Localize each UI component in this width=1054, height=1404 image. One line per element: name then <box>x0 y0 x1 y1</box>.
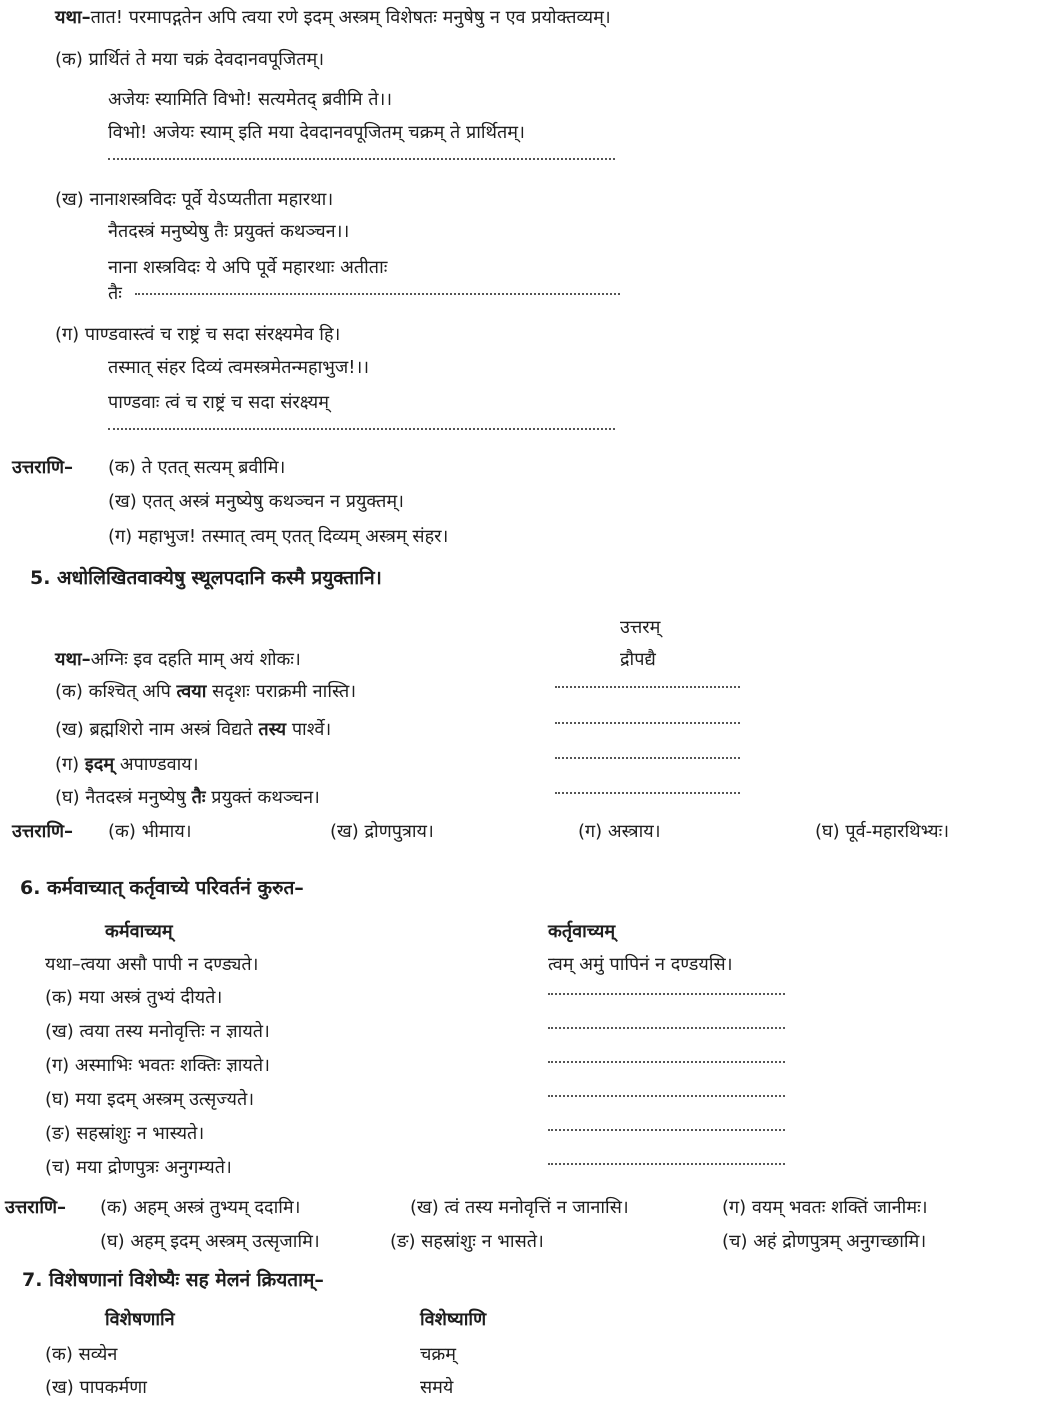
answer-blank[interactable] <box>108 428 615 430</box>
example-text: अग्निः इव दहति माम् अयं शोकः। <box>90 649 301 670</box>
answer-blank[interactable] <box>555 792 740 794</box>
q5-answer-ka: (क) भीमाय। <box>108 821 192 842</box>
text: ब्रह्मशिरो नाम अस्त्रं विद्यते <box>89 719 259 740</box>
q6-example-answer: त्वम् अमुं पापिनं न दण्डयसि। <box>548 954 733 975</box>
answer-blank[interactable] <box>548 1061 785 1063</box>
q4-answer-ka: (क) ते एतत् सत्यम् ब्रवीमि। <box>108 457 286 478</box>
q4-item-ga-prose: पाण्डवाः त्वं च राष्ट्रं च सदा संरक्ष्यम् <box>108 392 330 413</box>
q7-heading: 7. विशेषणानां विशेष्यैः सह मेलनं क्रियताम्– <box>22 1269 324 1291</box>
item-label: (ग) <box>45 1055 70 1076</box>
q5-example-answer: द्रौपद्यै <box>620 649 656 670</box>
item-label: (ख) <box>55 189 84 210</box>
q6-item-ka <box>45 986 222 1010</box>
q4-answers-label: उत्तराणि– <box>12 457 74 478</box>
q4-item-kha-prose2: तैः <box>108 283 122 304</box>
q6-col-right-header: कर्तृवाच्यम् <box>548 921 616 942</box>
verse-line: पाण्डवास्त्वं च राष्ट्रं च सदा संरक्ष्यमेव हि। <box>84 324 341 345</box>
q6-answer-cha: (च) अहं द्रोणपुत्रम् अनुगच्छामि। <box>722 1231 927 1252</box>
bold-word: इदम् <box>84 754 115 775</box>
answer-blank[interactable] <box>135 293 620 295</box>
item-text: सहस्रांशुः न भास्यते। <box>76 1123 205 1144</box>
q7-row-ka-left <box>45 1343 117 1367</box>
q4-item-ga-verse2: तस्मात् संहर दिव्यं त्वमस्त्रमेतन्महाभुज!।। <box>108 357 370 378</box>
item-text: त्वया तस्य मनोवृत्तिः न ज्ञायते। <box>79 1021 270 1042</box>
answer-blank[interactable] <box>555 757 740 759</box>
item-text: मया द्रोणपुत्रः अनुगम्यते। <box>76 1157 232 1178</box>
text: प्रयुक्तं कथञ्चन। <box>205 787 320 808</box>
answer-blank[interactable] <box>548 1095 785 1097</box>
answer-blank[interactable] <box>548 1163 785 1165</box>
item-label: (ग) <box>55 754 80 775</box>
q7-col-left-header: विशेषणानि <box>105 1309 175 1330</box>
q4-item-ka-prose: विभो! अजेयः स्याम् इति मया देवदानवपूजितम् चक्रम् ते प्रार्थितम्। <box>108 122 525 143</box>
item-label: (क) <box>55 681 83 702</box>
q5-item-kha <box>55 718 331 742</box>
q4-item-ga-verse1 <box>55 323 340 347</box>
q4-item-ka-verse1 <box>55 48 324 72</box>
item-label: (घ) <box>45 1089 70 1110</box>
item-label: (च) <box>45 1157 71 1178</box>
answer-blank[interactable] <box>555 722 740 724</box>
example-label: यथा– <box>45 954 81 975</box>
q5-item-ka <box>55 680 356 704</box>
verse-line: प्रार्थितं ते मया चक्रं देवदानवपूजितम्। <box>88 49 325 70</box>
q5-heading: 5. अधोलिखितवाक्येषु स्थूलपदानि कस्मै प्रयुक्तानि। <box>30 567 382 589</box>
item-label: (ख) <box>45 1377 74 1398</box>
q4-answer-ga: (ग) महाभुज! तस्मात् त्वम् एतत् दिव्यम् अस्त्रम् संहर। <box>108 526 449 547</box>
item-text: मया इदम् अस्त्रम् उत्सृज्यते। <box>75 1089 255 1110</box>
q7-row-ka-right: चक्रम् <box>420 1344 457 1365</box>
item-label: (ङ) <box>45 1123 71 1144</box>
q6-answer-nga: (ङ) सहस्रांशुः न भासते। <box>390 1231 544 1252</box>
q6-answer-gha: (घ) अहम् इदम् अस्त्रम् उत्सृजामि। <box>100 1231 320 1252</box>
q4-item-kha-prose: नाना शस्त्रविदः ये अपि पूर्वे महारथाः अतीताः <box>108 257 388 278</box>
q4-item-ka-verse2: अजेयः स्यामिति विभो! सत्यमेतद् ब्रवीमि ते।। <box>108 89 393 110</box>
q7-col-right-header: विशेष्याणि <box>420 1309 487 1330</box>
item-label: (क) <box>45 1344 73 1365</box>
q6-answer-ga: (ग) वयम् भवतः शक्तिं जानीमः। <box>722 1197 928 1218</box>
q4-answer-kha: (ख) एतत् अस्त्रं मनुष्येषु कथञ्चन न प्रयुक्तम्। <box>108 491 404 512</box>
item-label: (घ) <box>55 787 80 808</box>
item-text: अस्माभिः भवतः शक्तिः ज्ञायते। <box>74 1055 270 1076</box>
example-text: तात! परमापद्गतेन अपि त्वया रणे इदम् अस्त्रम् विशेषतः मनुषेषु न एव प्रयोक्तव्यम्। <box>90 7 611 28</box>
q6-item-kha <box>45 1020 270 1044</box>
text: नैतदस्त्रं मनुष्येषु <box>85 787 192 808</box>
q6-item-gha <box>45 1088 254 1112</box>
item-label: (ख) <box>55 719 84 740</box>
q7-row-kha-left <box>45 1376 147 1400</box>
text: पार्श्वे। <box>286 719 332 740</box>
q6-answers-label: उत्तराणि– <box>5 1197 67 1218</box>
item-label: (क) <box>45 987 73 1008</box>
q5-answers-label: उत्तराणि– <box>12 821 74 842</box>
bold-word: तस्य <box>258 719 287 740</box>
q4-example <box>55 6 611 30</box>
bold-word: तैः <box>191 787 206 808</box>
q6-item-ga <box>45 1054 270 1078</box>
adjective: सव्येन <box>78 1344 118 1365</box>
bold-word: त्वया <box>176 681 207 702</box>
q5-example <box>55 648 301 672</box>
answer-blank[interactable] <box>555 686 740 688</box>
q6-item-cha <box>45 1156 232 1180</box>
q5-answer-ga: (ग) अस्त्राय। <box>578 821 661 842</box>
answer-blank[interactable] <box>548 993 785 995</box>
text: अपाण्डवाय। <box>114 754 199 775</box>
verse-line: नानाशस्त्रविदः पूर्वे येऽप्यतीता महारथा। <box>89 189 334 210</box>
q7-row-kha-right: समये <box>420 1377 454 1398</box>
item-label: (ग) <box>55 324 80 345</box>
example-label: यथा– <box>55 649 91 670</box>
item-label: (ख) <box>45 1021 74 1042</box>
text: सदृशः पराक्रमी नास्ति। <box>206 681 357 702</box>
q6-heading: 6. कर्मवाच्यात् कर्तृवाच्ये परिवर्तनं कुरुत– <box>20 877 304 899</box>
q5-answer-gha: (घ) पूर्व-महारथिभ्यः। <box>815 821 950 842</box>
q6-item-nga <box>45 1122 204 1146</box>
q5-item-ga <box>55 753 199 777</box>
q6-answer-kha: (ख) त्वं तस्य मनोवृत्तिं न जानासि। <box>410 1197 629 1218</box>
answer-blank[interactable] <box>108 158 615 160</box>
text: कश्चित् अपि <box>88 681 177 702</box>
example-text: त्वया असौ पापी न दण्ड्यते। <box>80 954 259 975</box>
q5-answer-header: उत्तरम् <box>620 617 661 638</box>
q6-answer-ka: (क) अहम् अस्त्रं तुभ्यम् ददामि। <box>100 1197 301 1218</box>
q5-answer-kha: (ख) द्रोणपुत्राय। <box>330 821 434 842</box>
q4-item-kha-verse2: नैतदस्त्रं मनुष्येषु तैः प्रयुक्तं कथञ्चन।। <box>108 221 350 242</box>
item-label: (क) <box>55 49 83 70</box>
q6-col-left-header: कर्मवाच्यम् <box>105 921 173 942</box>
q6-example <box>45 953 258 977</box>
item-text: मया अस्त्रं तुभ्यं दीयते। <box>78 987 223 1008</box>
answer-blank[interactable] <box>548 1129 785 1131</box>
answer-blank[interactable] <box>548 1027 785 1029</box>
q5-item-gha <box>55 786 320 810</box>
q4-item-kha-verse1 <box>55 188 333 212</box>
adjective: पापकर्मणा <box>79 1377 147 1398</box>
example-label: यथा– <box>55 7 91 28</box>
